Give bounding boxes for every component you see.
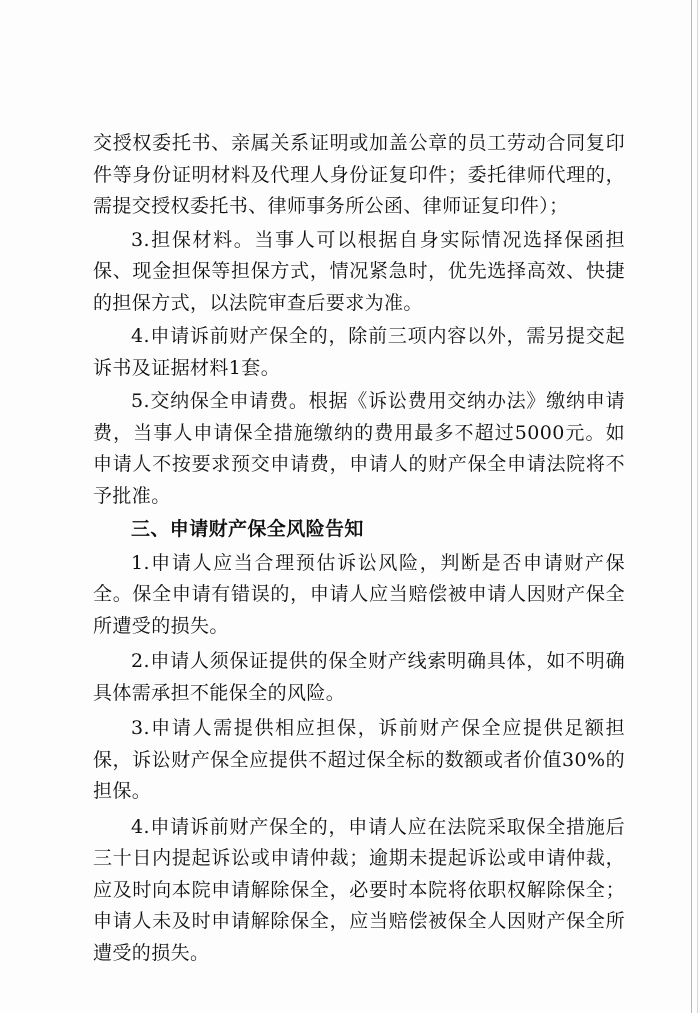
paragraph-pre-litigation-materials: 4.申请诉前财产保全的，除前三项内容以外，需另提交起诉书及证据材料1套。 xyxy=(93,325,625,379)
paragraph-application-fee: 5.交纳保全申请费。根据《诉讼费用交纳办法》缴纳申请费，当事人申请保全措施缴纳的费用最多不超过5000元。如申请人不按要求预交申请费，申请人的财产保全申请法院将不予批准。 xyxy=(93,390,625,507)
document-body xyxy=(93,128,625,969)
page-edge-line xyxy=(697,0,698,1013)
risk-item-3: 3.申请人需提供相应担保，诉前财产保全应提供足额担保，诉讼财产保全应提供不超过保全标的数额或者价值30%的担保。 xyxy=(93,717,625,802)
page-edge-line xyxy=(691,0,692,1013)
paragraph-guarantee-materials: 3.担保材料。当事人可以根据自身实际情况选择保函担保、现金担保等担保方式，情况紧急时，优先选择高效、快捷的担保方式，以法院审查后要求为准。 xyxy=(93,228,625,314)
risk-item-1: 1.申请人应当合理预估诉讼风险，判断是否申请财产保全。保全申请有错误的，申请人应当赔偿被申请人因财产保全所遭受的损失。 xyxy=(93,551,625,637)
section-heading-risk-notice: 三、申请财产保全风险告知 xyxy=(131,518,364,540)
risk-item-2: 2.申请人须保证提供的保全财产线索明确具体，如不明确具体需承担不能保全的风险。 xyxy=(93,650,625,704)
risk-item-4: 4.申请诉前财产保全的，申请人应在法院采取保全措施后三十日内提起诉讼或申请仲裁；逾期未提起诉讼或申请仲裁，应及时向本院申请解除保全，必要时本院将依职权解除保全；申请人未及时申请解除保全，应当赔偿被保全人因财产保全所遭受的损失。 xyxy=(93,815,625,964)
paragraph-continuation: 交授权委托书、亲属关系证明或加盖公章的员工劳动合同复印件等身份证明材料及代理人身份证复印件；委托律师代理的，需提交授权委托书、律师事务所公函、律师证复印件）； xyxy=(93,132,625,217)
